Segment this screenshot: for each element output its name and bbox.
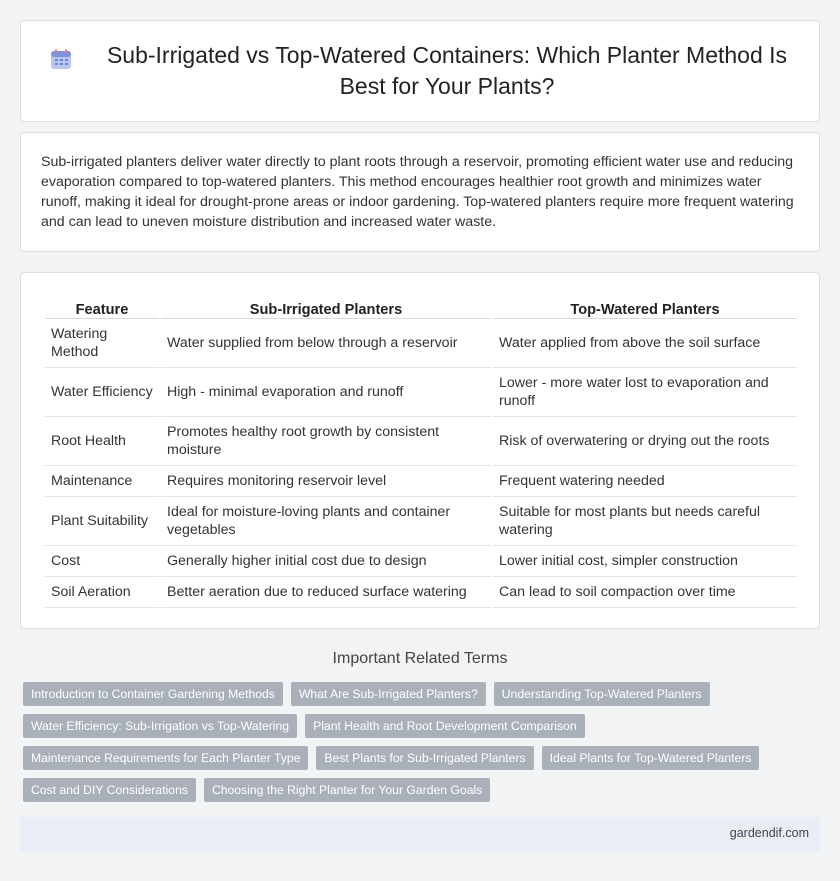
table-row: [45, 466, 797, 497]
table-header-row: [45, 297, 797, 319]
table-row: [45, 577, 797, 608]
feature-cell: Maintenance: [45, 466, 159, 497]
tag-row: [23, 746, 803, 770]
table-row: [45, 368, 797, 417]
related-terms-list: [23, 682, 803, 810]
sub-irrigated-cell: Requires monitoring reservoir level: [161, 466, 491, 497]
table-row: [45, 417, 797, 466]
feature-cell: Soil Aeration: [45, 577, 159, 608]
top-watered-cell: Lower initial cost, simpler construction: [493, 546, 797, 577]
sub-irrigated-cell: High - minimal evaporation and runoff: [161, 368, 491, 417]
top-watered-cell: Risk of overwatering or drying out the roots: [493, 417, 797, 466]
related-term-link[interactable]: Choosing the Right Planter for Your Garden Goals: [204, 778, 490, 802]
feature-cell: Watering Method: [45, 319, 159, 368]
tag-row: [23, 682, 803, 706]
top-watered-cell: Lower - more water lost to evaporation and runoff: [493, 368, 797, 417]
footer-bar: [20, 817, 820, 851]
column-header-top-watered: Top-Watered Planters: [493, 297, 797, 319]
related-term-link[interactable]: Understanding Top-Watered Planters: [494, 682, 710, 706]
intro-paragraph: Sub-irrigated planters deliver water directly to plant roots through a reservoir, promoting efficient water use and reducing evaporation compared to top-watered planters. This method encourages healthier root growth and minimizes water runoff, making it ideal for drought-prone areas or indoor gardening. Top-watered planters require more frequent watering and can lead to uneven moisture distribution and increased water waste.: [41, 154, 794, 230]
related-term-link[interactable]: Introduction to Container Gardening Methods: [23, 682, 283, 706]
comparison-table: [43, 297, 799, 608]
top-watered-cell: Can lead to soil compaction over time: [493, 577, 797, 608]
related-term-link[interactable]: Best Plants for Sub-Irrigated Planters: [316, 746, 533, 770]
top-watered-cell: Suitable for most plants but needs careful watering: [493, 497, 797, 546]
related-term-link[interactable]: Plant Health and Root Development Comparison: [305, 714, 585, 738]
intro-card: [20, 132, 820, 252]
feature-cell: Plant Suitability: [45, 497, 159, 546]
table-row: [45, 546, 797, 577]
feature-cell: Cost: [45, 546, 159, 577]
header-card: [20, 20, 820, 122]
related-term-link[interactable]: Ideal Plants for Top-Watered Planters: [542, 746, 760, 770]
related-term-link[interactable]: Water Efficiency: Sub-Irrigation vs Top-Watering: [23, 714, 297, 738]
column-header-sub-irrigated: Sub-Irrigated Planters: [161, 297, 491, 319]
sub-irrigated-cell: Generally higher initial cost due to design: [161, 546, 491, 577]
sub-irrigated-cell: Water supplied from below through a reservoir: [161, 319, 491, 368]
top-watered-cell: Frequent watering needed: [493, 466, 797, 497]
tag-row: [23, 778, 803, 802]
related-term-link[interactable]: Maintenance Requirements for Each Planter Type: [23, 746, 308, 770]
tag-row: [23, 714, 803, 738]
comparison-card: [20, 272, 820, 629]
page-title: Sub-Irrigated vs Top-Watered Containers: Which Planter Method Is Best for Your Plants?: [106, 42, 788, 99]
related-term-link[interactable]: What Are Sub-Irrigated Planters?: [291, 682, 486, 706]
table-row: [45, 319, 797, 368]
feature-cell: Root Health: [45, 417, 159, 466]
feature-cell: Water Efficiency: [45, 368, 159, 417]
column-header-feature: Feature: [45, 297, 159, 319]
related-term-link[interactable]: Cost and DIY Considerations: [23, 778, 196, 802]
site-name[interactable]: gardendif.com: [729, 826, 809, 840]
sub-irrigated-cell: Ideal for moisture-loving plants and container vegetables: [161, 497, 491, 546]
top-watered-cell: Water applied from above the soil surface: [493, 319, 797, 368]
sub-irrigated-cell: Promotes healthy root growth by consistent moisture: [161, 417, 491, 466]
related-terms-heading: Important Related Terms: [332, 650, 508, 667]
sub-irrigated-cell: Better aeration due to reduced surface watering: [161, 577, 491, 608]
table-row: [45, 497, 797, 546]
